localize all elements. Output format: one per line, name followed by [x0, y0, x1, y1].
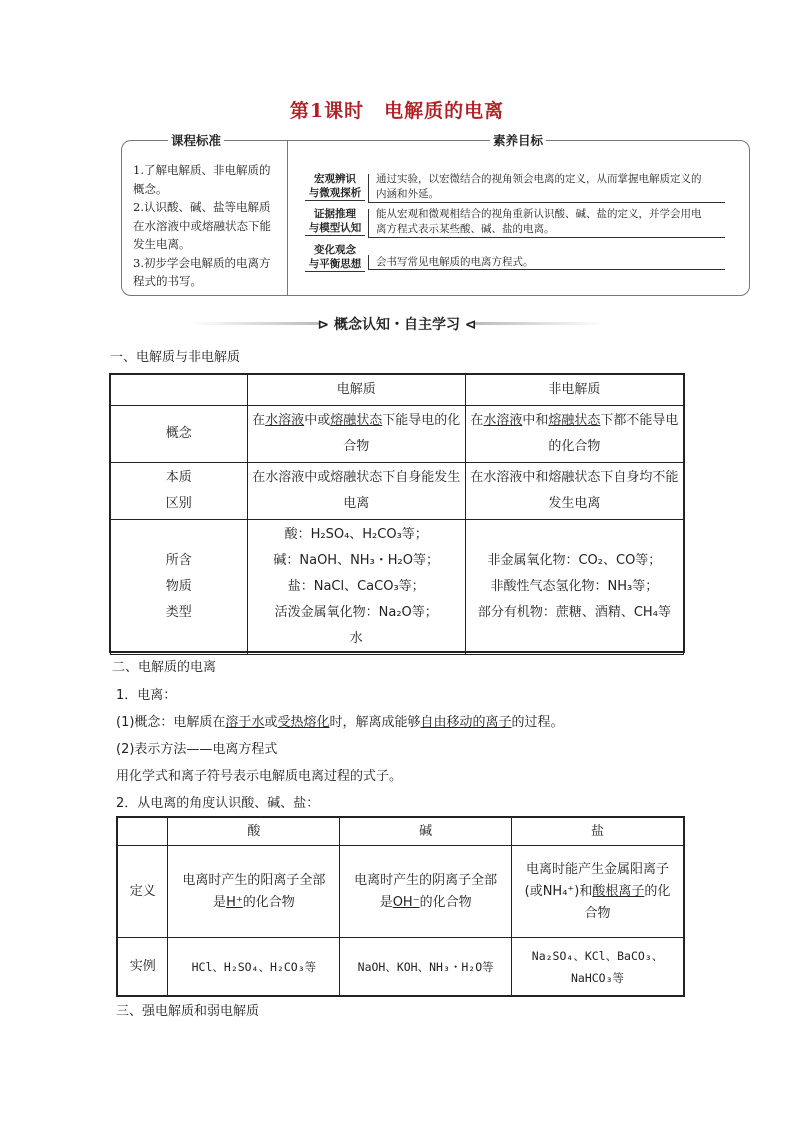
text: (1)概念：电解质在 [116, 715, 226, 730]
table-cell: HCl、H₂SO₄、H₂CO₃等 [168, 938, 340, 996]
cell-text: 电离时能产生金属阳离子 [525, 861, 669, 877]
goal-tag-line: 宏观辨识 [314, 173, 356, 185]
goal-tag-line: 变化观念 [314, 244, 356, 256]
cell-text: 下能导电的化合物 [343, 413, 461, 454]
cell-underlined-text: H⁺ [226, 894, 243, 910]
table-header-cell: 非电解质 [465, 375, 683, 406]
table-row [111, 520, 684, 655]
cell-text: 的化 [644, 883, 671, 899]
cell-text: 所含 [165, 553, 192, 568]
cell-text: NaHCO₃等 [570, 970, 625, 985]
cell-text: 水 [349, 631, 363, 646]
goal-text-line: 离方程式表示某些酸、碱、盐的电离。 [376, 223, 555, 235]
table-cell [247, 406, 465, 463]
box-divider [287, 141, 288, 295]
table-row [111, 406, 684, 463]
cell-text: 非酸性气态氢化物：NH₃等； [490, 579, 659, 594]
table-cell: NaOH、KOH、NH₃・H₂O等 [340, 938, 512, 996]
cell-text: 是 [213, 894, 227, 910]
cell-underlined-text: 熔融状态 [548, 413, 601, 428]
cell-text: 是 [379, 894, 393, 910]
table-cell [168, 846, 340, 938]
cell-text: 下都不能导电的化合物 [548, 413, 679, 454]
goal-tag-line: 与微观探析 [305, 186, 365, 201]
standard-item: 1.了解电解质、非电解质的概念。 [133, 163, 271, 196]
cell-text: 酸：H₂SO₄、H₂CO₃等； [284, 527, 428, 542]
goal-tag-line: 与模型认知 [305, 221, 365, 236]
cell-underlined-text: 水溶液 [483, 413, 523, 428]
cell-underlined-text: 熔融状态 [330, 413, 383, 428]
cell-text: 中和 [522, 413, 549, 428]
cell-text: 活泼金属氧化物：Na₂O等； [274, 605, 438, 620]
page-title: 第1课时 电解质的电离 [289, 100, 505, 122]
table-cell [111, 375, 248, 406]
cell-text: 本质 [165, 470, 192, 485]
table-cell: 在水溶液中和熔融状态下自身均不能发生电离 [465, 463, 683, 520]
table-header-cell: 碱 [340, 818, 512, 846]
goal-text-line: 会书写常见电解质的电离方程式。 [376, 256, 534, 268]
table-row [118, 818, 684, 846]
electrolyte-table [110, 374, 684, 655]
table-cell [512, 846, 684, 938]
cell-text: 中或 [304, 413, 331, 428]
cell-text: 在 [252, 413, 266, 428]
goals-header: 素养目标 [490, 131, 546, 149]
goal-tag [305, 243, 365, 272]
band-arrow-left-icon: ⊳ [317, 317, 330, 333]
table-cell [512, 938, 684, 996]
goal-tag [305, 172, 365, 201]
band-title [190, 314, 604, 334]
table-header-cell: 盐 [512, 818, 684, 846]
goal-tag [305, 207, 365, 236]
table-row [111, 375, 684, 406]
text: 时，解离成能够 [329, 715, 421, 730]
goal-text-line: 能从宏观和微观相结合的视角重新认识酸、碱、盐的定义，并学会用电 [376, 208, 702, 220]
goal-text-line: 内涵和外延。 [376, 188, 439, 200]
standard-item: 2.认识酸、碱、盐等电解质在水溶液中或熔融状态下能发生电离。 [133, 200, 271, 251]
section-heading: 二、电解质的电离 [112, 660, 217, 675]
underlined-text: 溶于水 [225, 715, 265, 730]
table-cell [340, 846, 512, 938]
goal-text [376, 207, 736, 237]
cell-underlined-text: OH⁻ [392, 894, 420, 910]
cell-text: 的化合物 [242, 894, 295, 910]
item-heading: 2．从电离的角度认识酸、碱、盐： [116, 796, 320, 811]
cell-text: 物质 [165, 579, 192, 594]
band-title-text: 概念认知・自主学习 [334, 317, 460, 333]
body-paragraph: 用化学式和离子符号表示电解质电离过程的式子。 [116, 769, 403, 784]
section-band [190, 316, 604, 333]
cell-text: 电离时产生的阳离子全部 [182, 872, 326, 888]
standards-header: 课程标准 [168, 131, 224, 149]
item-heading: 1．电离： [116, 688, 177, 703]
cell-text: 盐：NaCl、CaCO₃等； [287, 579, 425, 594]
standard-item: 3.初步学会电解质的电离方程式的书写。 [133, 255, 271, 288]
text: 或 [264, 715, 278, 730]
table-cell: 在水溶液中或熔融状态下自身能发生电离 [247, 463, 465, 520]
cell-text: 的化合物 [419, 894, 472, 910]
table-header-cell: 电解质 [247, 375, 465, 406]
underlined-text: 受热熔化 [277, 715, 330, 730]
cell-text: Na₂SO₄、KCl、BaCO₃、 [531, 948, 664, 963]
cell-text: 在 [470, 413, 484, 428]
table-cell [247, 520, 465, 655]
body-paragraph [116, 711, 564, 730]
table-row [111, 463, 684, 520]
cell-text: 类型 [165, 605, 192, 620]
table-cell [465, 406, 683, 463]
cell-text: (或NH₄⁺)和 [524, 883, 593, 899]
table-cell [465, 520, 683, 655]
row-label [111, 520, 248, 655]
goal-text [376, 172, 736, 202]
cell-text: 合物 [584, 905, 611, 921]
standards-list [133, 161, 281, 291]
underlined-text: 自由移动的离子 [420, 715, 512, 730]
row-label: 概念 [111, 406, 248, 463]
row-label: 实例 [118, 938, 168, 996]
body-paragraph: (2)表示方法——电离方程式 [116, 742, 278, 757]
table-row [118, 938, 684, 996]
band-arrow-right-icon: ⊲ [464, 317, 477, 333]
goal-tag-line: 证据推理 [314, 208, 356, 220]
table-row [118, 846, 684, 938]
cell-underlined-text: 酸根离子 [592, 883, 645, 899]
cell-text: 区别 [165, 496, 192, 511]
cell-text: 非金属氧化物：CO₂、CO等； [487, 553, 662, 568]
row-label: 定义 [118, 846, 168, 938]
text: 的过程。 [511, 715, 564, 730]
section-heading: 一、电解质与非电解质 [110, 350, 241, 365]
row-label [111, 463, 248, 520]
acid-base-salt-table [117, 817, 684, 996]
cell-underlined-text: 水溶液 [265, 413, 305, 428]
goal-text [376, 255, 736, 270]
section-heading: 三、强电解质和弱电解质 [116, 1004, 260, 1019]
goal-tag-line: 与平衡思想 [305, 257, 365, 272]
cell-text: 部分有机物：蔗糖、酒精、CH₄等 [477, 605, 671, 620]
goal-text-line: 通过实验，以宏微结合的视角领会电离的定义，从而掌握电解质定义的 [376, 173, 702, 185]
cell-text: 碱：NaOH、NH₃・H₂O等； [273, 553, 440, 568]
cell-text: 电离时产生的阴离子全部 [354, 872, 498, 888]
table-cell [118, 818, 168, 846]
table-header-cell: 酸 [168, 818, 340, 846]
